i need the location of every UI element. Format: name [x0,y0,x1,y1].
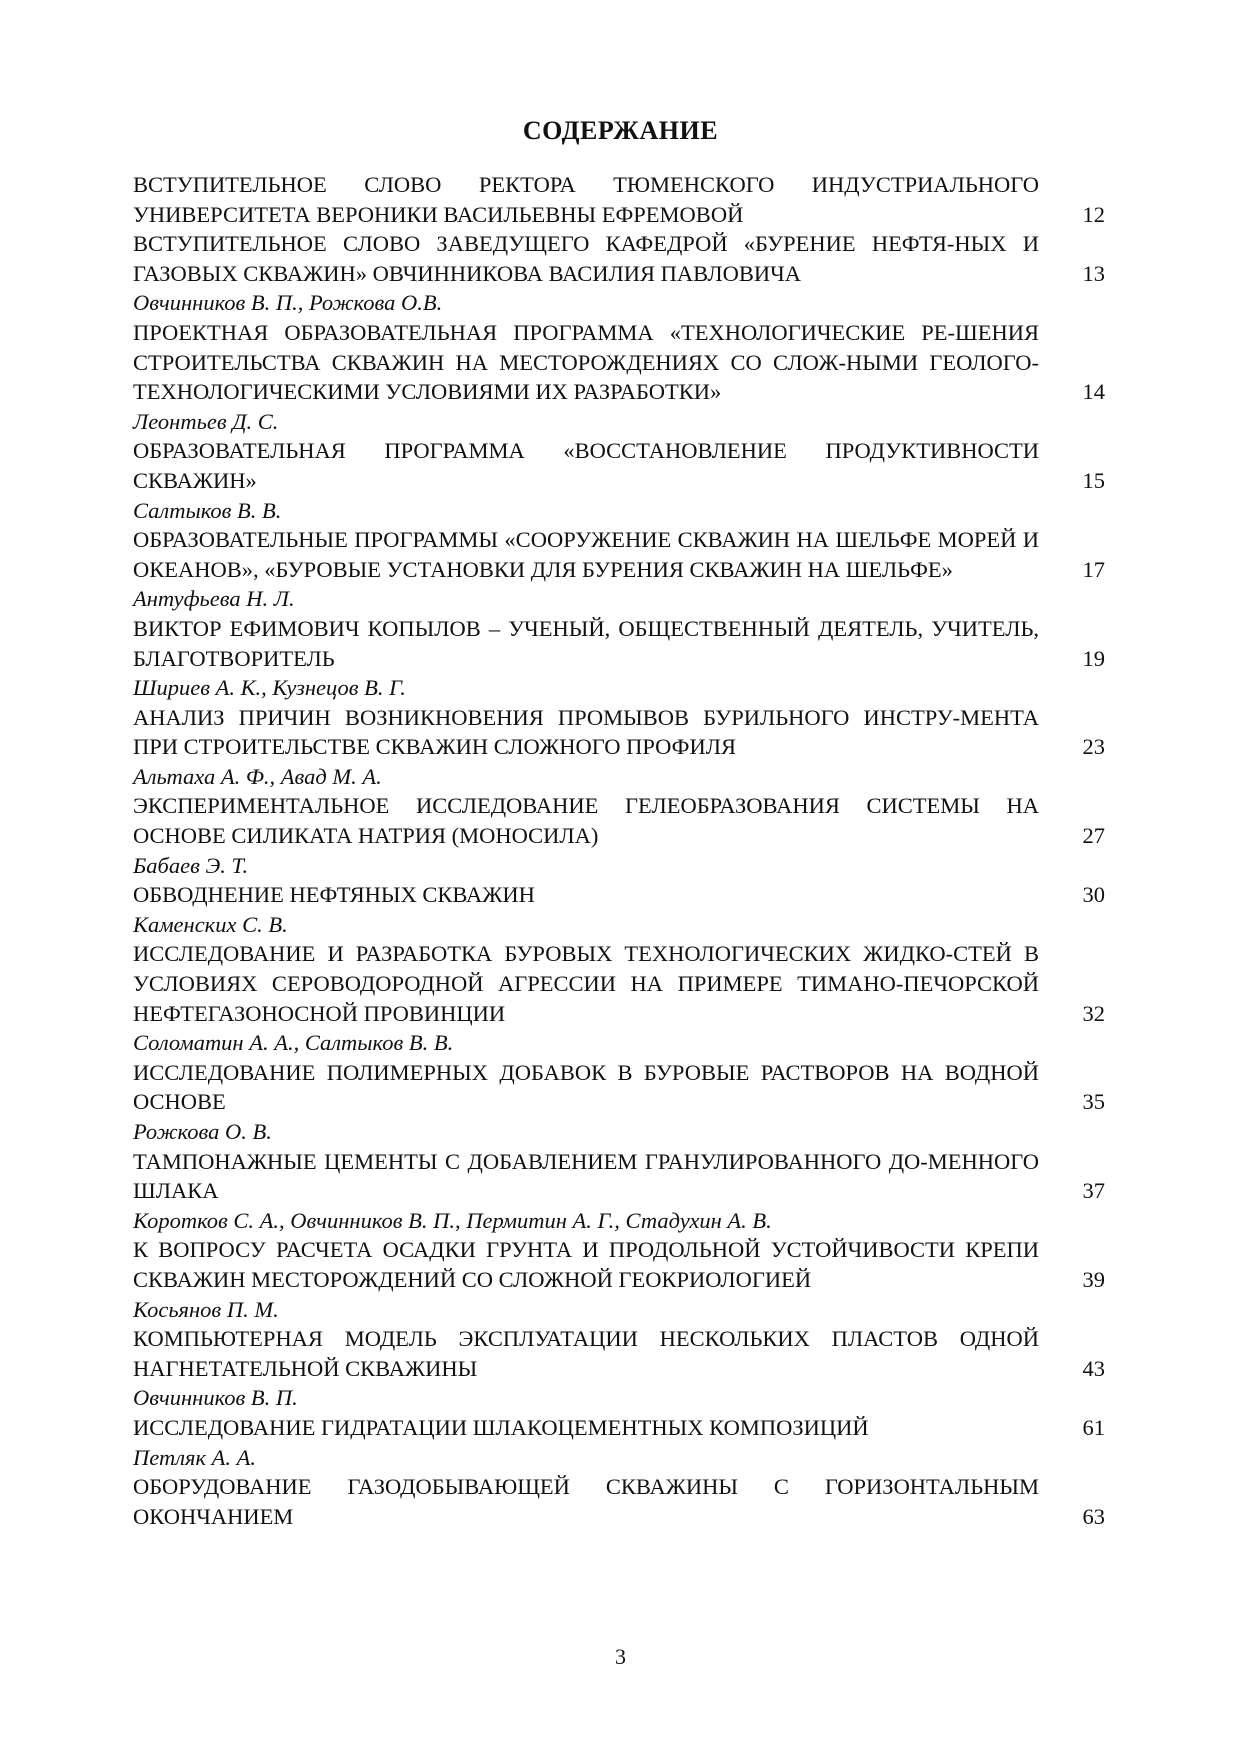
toc-entry-page: 32 [1082,1000,1105,1026]
toc-entry [133,1324,1105,1383]
toc-entry [133,1058,1105,1117]
toc-entry-authors: Бабаев Э. Т. [133,852,249,878]
toc-entry [133,1147,1105,1206]
toc-entry [133,1413,1105,1443]
toc-entry-authors: Альтаха А. Ф., Авад М. А. [133,763,382,789]
toc-entry [133,791,1105,850]
toc-entry-title: ИССЛЕДОВАНИЕ ГИДРАТАЦИИ ШЛАКОЦЕМЕНТНЫХ КОМПОЗИЦИЙ [133,1414,869,1440]
toc-entry-authors: Леонтьев Д. С. [133,408,279,434]
toc-entry-title: ОБОРУДОВАНИЕ ГАЗОДОБЫВАЮЩЕЙ СКВАЖИНЫ С ГОРИЗОНТАЛЬНЫМ ОКОНЧАНИЕМ [133,1474,1039,1529]
toc-entry-title: ЭКСПЕРИМЕНТАЛЬНОЕ ИССЛЕДОВАНИЕ ГЕЛЕОБРАЗОВАНИЯ СИСТЕМЫ НА ОСНОВЕ СИЛИКАТА НАТРИЯ (МОНОСИЛА) [133,793,1039,849]
toc-entry-page: 14 [1082,379,1105,405]
page-title: СОДЕРЖАНИЕ [522,116,719,145]
toc-entry-title: ПРОЕКТНАЯ ОБРАЗОВАТЕЛЬНАЯ ПРОГРАММА «ТЕХНОЛОГИЧЕСКИЕ РЕ-ШЕНИЯ СТРОИТЕЛЬСТВА СКВАЖИН НА МЕСТОРОЖДЕНИЯХ СО СЛОЖ-НЫМИ ГЕОЛОГО-ТЕХНОЛОГИЧЕСКИМИ УСЛОВИЯМИ ИХ РАЗРАБОТКИ» [133,319,1039,405]
toc-entry [133,1472,1105,1531]
toc-entry-page: 43 [1082,1355,1105,1381]
toc-entry-authors: Соломатин А. А., Салтыков В. В. [133,1030,454,1056]
toc-entry-title: ИССЛЕДОВАНИЕ ПОЛИМЕРНЫХ ДОБАВОК В БУРОВЫЕ РАСТВОРОВ НА ВОДНОЙ ОСНОВЕ [133,1059,1039,1115]
toc-entry [133,318,1105,407]
toc-entry [133,229,1105,288]
toc-entry [133,170,1105,229]
toc-entry-title: ОБВОДНЕНИЕ НЕФТЯНЫХ СКВАЖИН [133,882,535,908]
toc-entry-authors: Антуфьева Н. Л. [133,586,295,612]
toc-entry [133,1235,1105,1294]
table-of-contents [133,170,1105,1531]
toc-entry-authors: Шириев А. К., Кузнецов В. Г. [133,675,406,701]
toc-entry-authors: Каменских С. В. [133,911,288,937]
toc-entry-page: 15 [1082,467,1105,493]
toc-entry-title: ОБРАЗОВАТЕЛЬНАЯ ПРОГРАММА «ВОССТАНОВЛЕНИЕ ПРОДУКТИВНОСТИ СКВАЖИН» [133,438,1039,493]
toc-entry-title: ВИКТОР ЕФИМОВИЧ КОПЫЛОВ – УЧЕНЫЙ, ОБЩЕСТВЕННЫЙ ДЕЯТЕЛЬ, УЧИТЕЛЬ, БЛАГОТВОРИТЕЛЬ [133,615,1039,671]
toc-entry-authors: Салтыков В. В. [133,497,282,523]
toc-entry-title: КОМПЬЮТЕРНАЯ МОДЕЛЬ ЭКСПЛУАТАЦИИ НЕСКОЛЬКИХ ПЛАСТОВ ОДНОЙ НАГНЕТАТЕЛЬНОЙ СКВАЖИНЫ [133,1326,1039,1381]
toc-entry [133,703,1105,762]
toc-entry-authors: Петляк А. А. [133,1444,256,1470]
toc-entry [133,525,1105,584]
toc-entry [133,880,1105,910]
toc-entry-title: К ВОПРОСУ РАСЧЕТА ОСАДКИ ГРУНТА И ПРОДОЛЬНОЙ УСТОЙЧИВОСТИ КРЕПИ СКВАЖИН МЕСТОРОЖДЕНИЙ СО СЛОЖНОЙ ГЕОКРИОЛОГИЕЙ [133,1237,1039,1292]
toc-entry-authors: Косьянов П. М. [133,1296,279,1322]
toc-entry-title: ВСТУПИТЕЛЬНОЕ СЛОВО РЕКТОРА ТЮМЕНСКОГО ИНДУСТРИАЛЬНОГО УНИВЕРСИТЕТА ВЕРОНИКИ ВАСИЛЬЕВНЫ ЕФРЕМОВОЙ [133,172,1039,227]
toc-entry-title: ВСТУПИТЕЛЬНОЕ СЛОВО ЗАВЕДУЩЕГО КАФЕДРОЙ «БУРЕНИЕ НЕФТЯ-НЫХ И ГАЗОВЫХ СКВАЖИН» ОВЧИННИКОВА ВАСИЛИЯ ПАВЛОВИЧА [133,231,1039,286]
toc-entry-page: 63 [1082,1503,1105,1529]
toc-entry-page: 17 [1082,556,1105,582]
toc-entry [133,614,1105,673]
toc-entry-authors: Овчинников В. П., Рожкова О.В. [133,290,443,316]
toc-entry-page: 12 [1082,201,1105,227]
toc-entry-authors: Овчинников В. П. [133,1385,298,1411]
toc-entry-authors: Коротков С. А., Овчинников В. П., Пермитин А. Г., Стадухин А. В. [133,1207,772,1233]
toc-entry-title: ИССЛЕДОВАНИЕ И РАЗРАБОТКА БУРОВЫХ ТЕХНОЛОГИЧЕСКИХ ЖИДКО-СТЕЙ В УСЛОВИЯХ СЕРОВОДОРОДНОЙ АГРЕССИИ НА ПРИМЕРЕ ТИМАНО-ПЕЧОРСКОЙ НЕФТЕГАЗОНОСНОЙ ПРОВИНЦИИ [133,941,1039,1026]
toc-entry-page: 13 [1082,260,1105,286]
toc-entry-authors: Рожкова О. В. [133,1119,272,1144]
toc-entry-page: 35 [1082,1089,1105,1115]
toc-entry-page: 61 [1082,1414,1105,1440]
toc-entry-page: 39 [1082,1266,1105,1292]
toc-entry-page: 37 [1082,1178,1105,1204]
toc-entry [133,436,1105,495]
toc-entry [133,939,1105,1028]
toc-entry-page: 19 [1082,645,1105,671]
toc-entry-page: 23 [1082,734,1105,760]
toc-entry-page: 30 [1082,882,1105,908]
toc-entry-title: ТАМПОНАЖНЫЕ ЦЕМЕНТЫ С ДОБАВЛЕНИЕМ ГРАНУЛИРОВАННОГО ДО-МЕННОГО ШЛАКА [133,1148,1039,1204]
page-number: 3 [615,1644,626,1669]
toc-entry-title: ОБРАЗОВАТЕЛЬНЫЕ ПРОГРАММЫ «СООРУЖЕНИЕ СКВАЖИН НА ШЕЛЬФЕ МОРЕЙ И ОКЕАНОВ», «БУРОВЫЕ УСТАНОВКИ ДЛЯ БУРЕНИЯ СКВАЖИН НА ШЕЛЬФЕ» [133,527,1039,582]
toc-entry-page: 27 [1082,823,1105,849]
toc-entry-title: АНАЛИЗ ПРИЧИН ВОЗНИКНОВЕНИЯ ПРОМЫВОВ БУРИЛЬНОГО ИНСТРУ-МЕНТА ПРИ СТРОИТЕЛЬСТВЕ СКВАЖИН СЛОЖНОГО ПРОФИЛЯ [133,704,1039,760]
